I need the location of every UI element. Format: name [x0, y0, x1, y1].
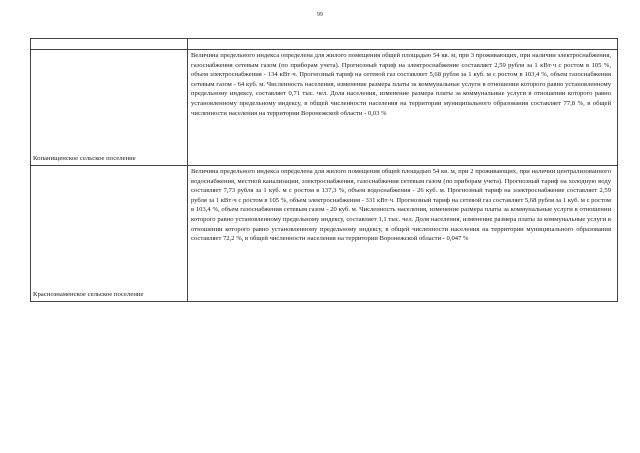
index-table	[30, 38, 618, 302]
index-description-cell	[188, 50, 618, 166]
settlement-name-cell	[31, 50, 188, 166]
settlement-name: Копанищенское сельское поселение	[33, 155, 136, 163]
settlement-name: Краснознаменское сельское поселение	[33, 291, 144, 299]
table-row	[31, 50, 618, 166]
page-number: 99	[317, 12, 323, 18]
index-description: Величина предельного индекса определена для жилого помещения общей площадью 54 кв. м, при 2 проживающих, при наличии централизованного водоснабжения, местной канализации, электроснабжения, газоснабжения сетевым газом (по приборам учета). Прогнозный тариф на холодную воду составляет 7,73 рубля за 1 куб. м с ростом в 137,3 %, объем водоснабжения - 26 куб. м. Прогнозный тариф на электроснабжение составляет 2,59 рубля за 1 кВт·ч с ростом в 105 %, объем электроснабжения - 331 кВт·ч. Прогнозный тариф на сетевой газ составляет 5,68 рубля за 1 куб. м с ростом в 103,4 %, объем газоснабжения сетевым газом - 20 куб. м. Численность населения, изменение размера платы за коммунальные услуги в отношении которого равно установленному предельному индексу, составляет 1,1 тыс. чел. Доля населения, изменение размера платы за коммунальные услуги в отношении которого равно установленному предельному индексу, в общей численности населения на территории муниципального образования составляет 72,2 %, в общей численности населения на территории Воронежской области - 0,047 %	[191, 168, 611, 243]
table-top-row	[31, 39, 618, 50]
text-cell-top	[188, 39, 618, 50]
settlement-name-cell	[31, 166, 188, 302]
table-row	[31, 166, 618, 302]
index-description: Величина предельного индекса определена для жилого помещения общей площадью 54 кв. м, при 3 проживающих, при наличии электроснабжения, газоснабжения сетевым газом (по приборам учета). Прогнозный тариф на электроснабжение составляет 2,59 рубля за 1 кВт·ч с ростом в 105 %, объем электроснабжения - 134 кВт·ч. Прогнозный тариф на сетевой газ составляет 5,68 рубля за 1 куб. м с ростом в 103,4 %, объем газоснабжения сетевым газом - 64 куб. м. Численность населения, изменение размера платы за коммунальные услуги в отношении которого равно установленному предельному индексу, составляет 0,71 тыс. чел. Доля населения, изменение размера платы за коммунальные услуги в отношении которого равно установленному предельному индексу, в общей численности населения на территории муниципального образования составляет 77,8 %, в общей численности населения на территории Воронежской области - 0,03 %	[191, 52, 611, 117]
name-cell-top	[31, 39, 188, 50]
index-description-cell	[188, 166, 618, 302]
